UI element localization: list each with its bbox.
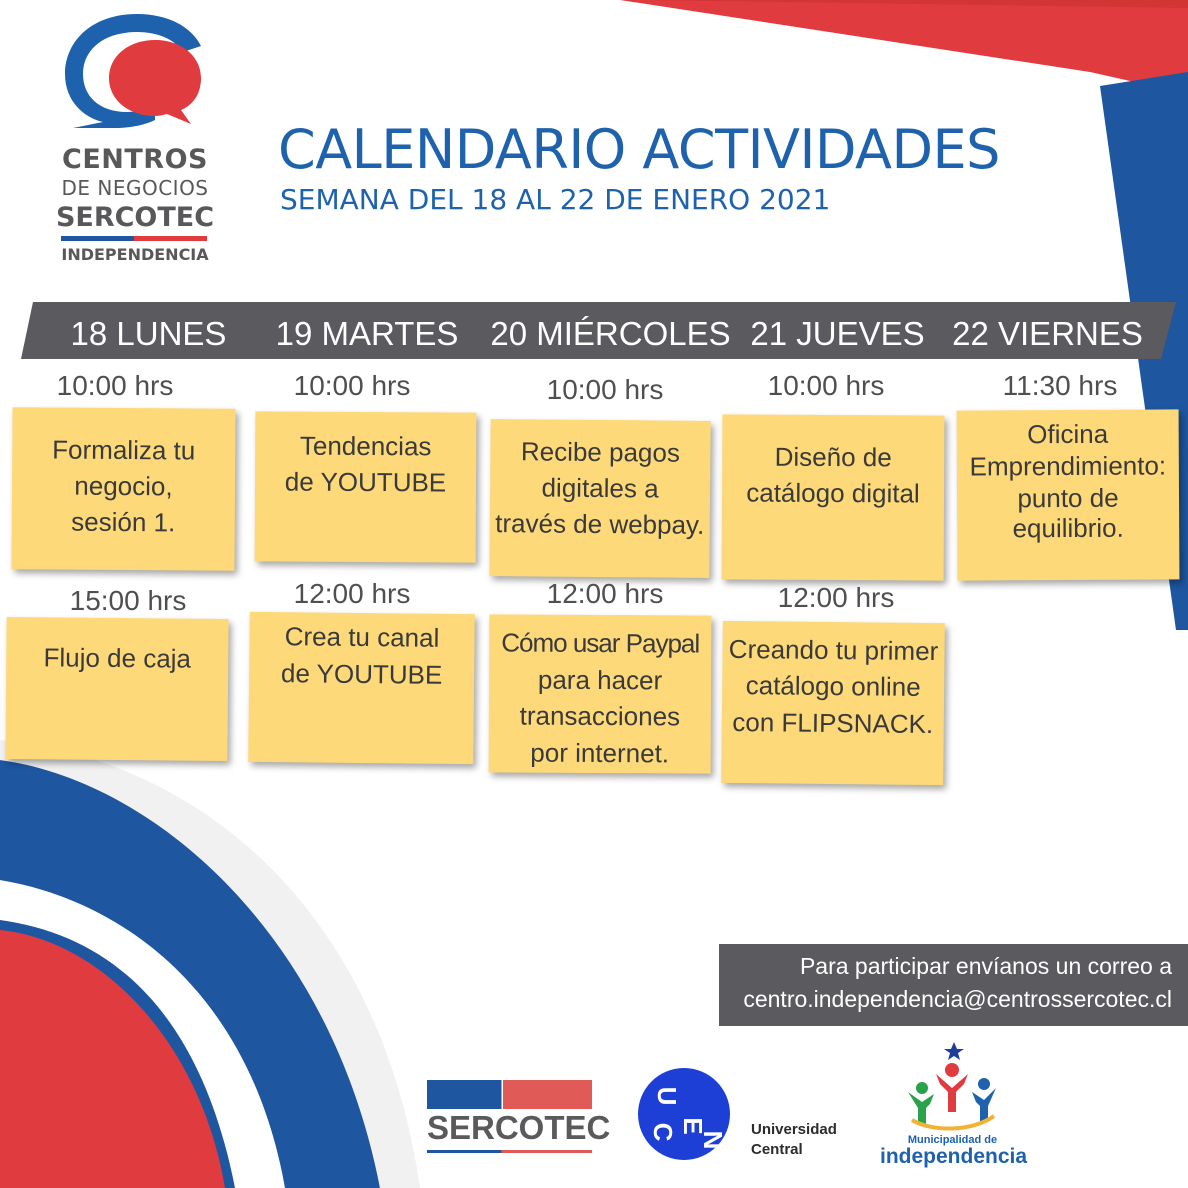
activity-note-tue-1 — [255, 411, 477, 562]
note-line: equilibrio. — [1012, 512, 1124, 544]
logo-centros-text: CENTROS — [62, 144, 208, 175]
activity-note-wed-1 — [489, 419, 710, 578]
contact-email-link[interactable]: centro.independencia@centrossercotec.cl — [743, 986, 1172, 1012]
ucen-logo-icon — [638, 1068, 730, 1160]
logo-negocios-text: DE NEGOCIOS — [61, 176, 209, 200]
logo-flag-rule — [61, 236, 207, 241]
note-line: Crea tu canal — [284, 621, 440, 653]
ucen-letter: E — [678, 1117, 708, 1135]
note-line: Formaliza tu — [52, 434, 196, 466]
time-wed-1: 10:00 hrs — [546, 374, 664, 405]
note-line: por internet. — [530, 737, 670, 769]
time-tue-1: 10:00 hrs — [293, 370, 411, 401]
page-title: CALENDARIO ACTIVIDADES — [278, 118, 1000, 181]
activity-note-mon-2 — [5, 617, 228, 761]
day-tuesday: 19 MARTES — [275, 315, 459, 352]
note-line: con FLIPSNACK. — [732, 706, 934, 740]
sercotec-flag-bar — [427, 1080, 592, 1109]
activity-note-thu-2 — [721, 621, 945, 785]
day-monday: 18 LUNES — [70, 315, 227, 352]
note-line: catálogo online — [745, 670, 921, 702]
note-line: catálogo digital — [746, 477, 920, 509]
day-thursday: 21 JUEVES — [750, 315, 925, 352]
note-line: Oficina — [1027, 418, 1109, 450]
contact-box — [719, 944, 1188, 1026]
note-line: de YOUTUBE — [280, 658, 443, 690]
municipalidad-logo — [880, 1040, 1028, 1170]
note-line: través de webpay. — [495, 508, 705, 540]
centros-negocios-logo — [55, 12, 215, 267]
note-line: sesión 1. — [71, 506, 176, 538]
logo-sercotec-text: SERCOTEC — [55, 202, 215, 233]
time-fri-1: 11:30 hrs — [1002, 370, 1118, 401]
time-thu-2: 12:00 hrs — [777, 582, 895, 613]
note-line: digitales a — [541, 472, 659, 504]
note-line: punto de — [1017, 482, 1119, 514]
contact-instruction: Para participar envíanos un correo a — [799, 953, 1172, 979]
day-friday: 22 VIERNES — [952, 315, 1143, 352]
ucen-name-line2: Central — [751, 1141, 803, 1158]
note-line: negocio, — [74, 470, 173, 502]
note-line: para hacer — [537, 664, 663, 696]
muni-label-small: Municipalidad de — [907, 1134, 998, 1146]
activity-note-fri-1 — [957, 409, 1180, 580]
time-wed-2: 12:00 hrs — [546, 578, 664, 609]
note-line: de YOUTUBE — [284, 466, 447, 498]
ucen-letter: N — [698, 1130, 728, 1150]
sercotec-footer-logo — [427, 1080, 611, 1152]
ucen-name-line1: Universidad — [751, 1121, 837, 1138]
note-line: Creando tu primer — [728, 633, 939, 667]
note-line: Diseño de — [774, 441, 892, 473]
page-subtitle: SEMANA DEL 18 AL 22 DE ENERO 2021 — [280, 183, 831, 216]
sercotec-underline — [427, 1150, 592, 1153]
note-line: Tendencias — [299, 430, 432, 462]
ucen-name — [751, 1120, 837, 1160]
muni-label-big: independencia — [880, 1145, 1028, 1168]
ucen-letter: U — [652, 1086, 682, 1106]
note-line: Flujo de caja — [43, 642, 192, 674]
note-line: transacciones — [519, 700, 681, 732]
note-line: Emprendimiento: — [969, 450, 1167, 482]
people-figures-icon — [902, 1040, 1002, 1132]
activity-note-thu-1 — [722, 414, 945, 580]
note-line: Recibe pagos — [520, 436, 681, 468]
activity-note-mon-1 — [11, 407, 235, 571]
logo-independencia-text: INDEPENDENCIA — [61, 245, 209, 264]
time-tue-2: 12:00 hrs — [293, 578, 411, 609]
activity-note-wed-2 — [489, 614, 712, 773]
ucen-letter: C — [648, 1122, 678, 1142]
activity-note-tue-2 — [248, 612, 475, 764]
sercotec-footer-text: SERCOTEC — [427, 1109, 611, 1146]
note-line: Cómo usar Paypal — [501, 627, 700, 659]
time-mon-2: 15:00 hrs — [69, 585, 187, 616]
speech-bubble-logo-icon — [63, 12, 208, 130]
time-mon-1: 10:00 hrs — [56, 370, 174, 401]
day-wednesday: 20 MIÉRCOLES — [490, 315, 731, 352]
time-thu-1: 10:00 hrs — [767, 370, 885, 401]
